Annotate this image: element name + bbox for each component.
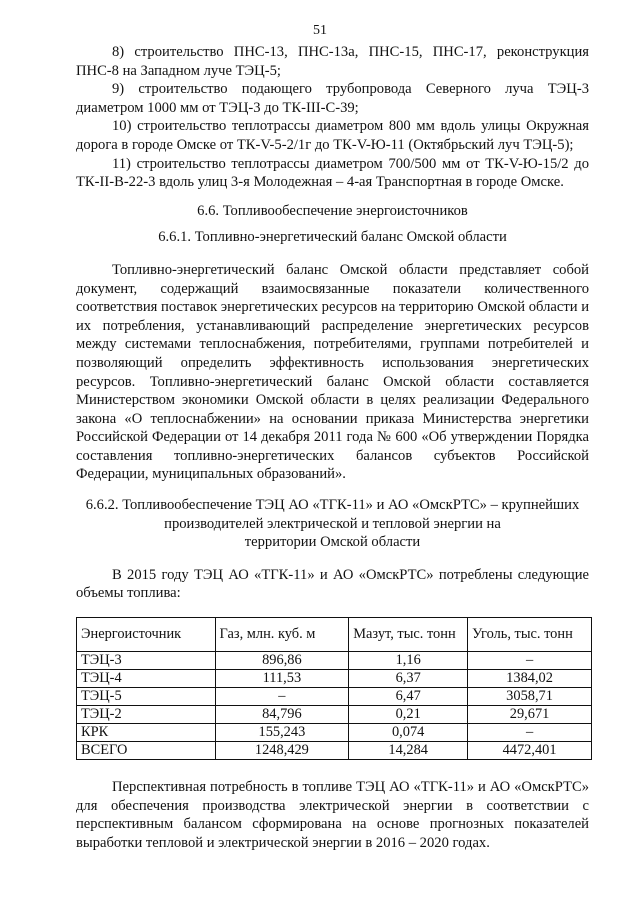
table-cell: ВСЕГО xyxy=(77,742,216,760)
table-cell: ТЭЦ-2 xyxy=(77,706,216,724)
table-cell: 14,284 xyxy=(349,742,468,760)
table-cell: 111,53 xyxy=(215,670,349,688)
heading-line: производителей электрической и тепловой энергии на xyxy=(164,515,501,532)
table-cell: 0,21 xyxy=(349,706,468,724)
table-cell: – xyxy=(215,688,349,706)
page-content xyxy=(76,43,589,852)
table-cell: 155,243 xyxy=(215,724,349,742)
section-heading-6-6-1: 6.6.1. Топливно-энергетический баланс Омской области xyxy=(158,229,507,246)
list-item: 8) строительство ПНС-13, ПНС-13а, ПНС-15, ПНС-17, реконструкция ПНС-8 на Западном луче ТЭЦ-5; xyxy=(76,44,589,79)
list-item: 10) строительство теплотрассы диаметром 800 мм вдоль улицы Окружная дорога в городе Омске от ТК-V-5-2/1г до ТК-V-Ю-11 (Октябрьский луч ТЭЦ-5); xyxy=(76,118,589,153)
paragraph-perspective: Перспективная потребность в топливе ТЭЦ АО «ТГК-11» и АО «ОмскРТС» для обеспечения производства электрической энергии в соответствии с перспективным балансом сформирована на основе прогнозных показателей выработки тепловой и электрической энергии в 2016 – 2020 годах. xyxy=(76,779,589,851)
page-number: 51 xyxy=(313,23,327,38)
column-header: Энергоисточник xyxy=(77,618,216,652)
table-cell: – xyxy=(468,724,592,742)
table-cell: 29,671 xyxy=(468,706,592,724)
table-cell: ТЭЦ-5 xyxy=(77,688,216,706)
table-cell: 6,37 xyxy=(349,670,468,688)
table-row xyxy=(77,652,592,670)
column-header: Уголь, тыс. тонн xyxy=(468,618,592,652)
paragraph-balance: Топливно-энергетический баланс Омской области представляет собой документ, содержащий взаимосвязанные показатели количественного соответствия поставок энергетических ресурсов на территорию Омской области и их потребления, устанавливающий распределение энергетических ресурсов между системами теплоснабжения, потребителями, группами потребителей и позволяющий определить эффективность использования энергетических ресурсов. Топливно-энергетический баланс Омской области составляется Министерством экономики Омской области в целях реализации Федерального закона «О теплоснабжении» на основании приказа Министерства энергетики Российской Федерации от 14 декабря 2011 года № 600 «Об утверждении Порядка составления топливно-энергетических балансов субъектов Российской Федерации, муниципальных образований». xyxy=(76,261,589,483)
section-heading-6-6-2 xyxy=(76,496,589,552)
table-cell: 84,796 xyxy=(215,706,349,724)
table-cell: ТЭЦ-4 xyxy=(77,670,216,688)
table-cell: 896,86 xyxy=(215,652,349,670)
table-cell: 6,47 xyxy=(349,688,468,706)
table-cell: – xyxy=(468,652,592,670)
heading-line: 6.6.2. Топливообеспечение ТЭЦ АО «ТГК-11» и АО «ОмскРТС» – крупнейших xyxy=(85,497,580,514)
table-cell: 1,16 xyxy=(349,652,468,670)
table-intro: В 2015 году ТЭЦ АО «ТГК-11» и АО «ОмскРТС» потреблены следующие объемы топлива: xyxy=(76,566,589,602)
table-row xyxy=(77,724,592,742)
column-header: Газ, млн. куб. м xyxy=(215,618,349,652)
heading-line: территории Омской области xyxy=(244,534,421,551)
table-header-row xyxy=(77,618,592,652)
fuel-consumption-table xyxy=(76,617,592,760)
table-row xyxy=(77,670,592,688)
table-cell: 4472,401 xyxy=(468,742,592,760)
table-cell: ТЭЦ-3 xyxy=(77,652,216,670)
table-row xyxy=(77,688,592,706)
column-header: Мазут, тыс. тонн xyxy=(349,618,468,652)
table-cell: КРК xyxy=(77,724,216,742)
table-cell: 3058,71 xyxy=(468,688,592,706)
list-item: 11) строительство теплотрассы диаметром 700/500 мм от ТК-V-Ю-15/2 до ТК-II-В-22-3 вдоль улиц 3-я Молодежная – 4-ая Транспортная в городе Омске. xyxy=(76,155,589,191)
table-row-total xyxy=(77,742,592,760)
table-row xyxy=(77,706,592,724)
table-cell: 0,074 xyxy=(349,724,468,742)
table-cell: 1384,02 xyxy=(468,670,592,688)
list-item: 9) строительство подающего трубопровода Северного луча ТЭЦ-3 диаметром 1000 мм от ТЭЦ-3 до ТК-III-С-39; xyxy=(76,81,589,116)
section-heading-6-6: 6.6. Топливообеспечение энергоисточников xyxy=(197,202,468,219)
table-cell: 1248,429 xyxy=(215,742,349,760)
